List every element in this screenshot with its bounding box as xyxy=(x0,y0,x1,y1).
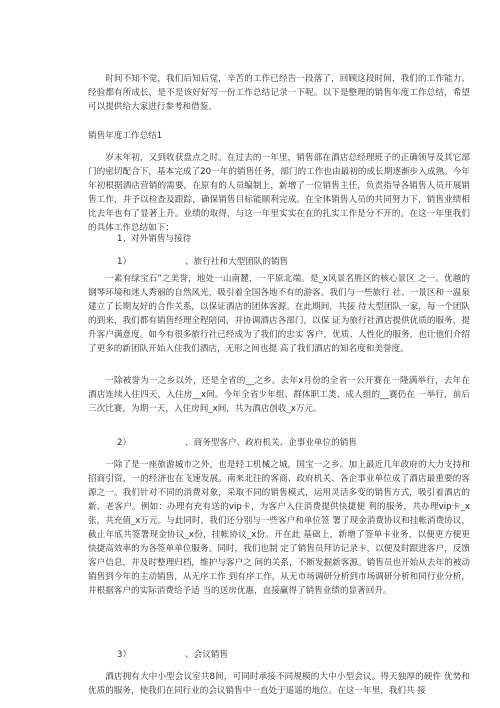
summary-paragraph-5: 酒店拥有大中小型会议室共8间，可同时承接不同规模的大中小型会议。得天独厚的硬件 优势和优质的服务，使我们在同行业的会议销售中一直处于遥遥的地位。在这一年里，我们共 接 xyxy=(88,672,470,696)
summary-paragraph-4: 一除了是一座旅游城市之外，也是轻工机械之城，国宝一之乡。加上最近几年政府的大力支持和招商引资，一的经济也在飞速发展。南来北往的客商、政府机关、各企事业单位成了酒店最重要的客源之一。我们针对不同的消费对象，采取不同的销售模式，运用灵活多变的销售方式，吸引着酒店的新、老客户。例如：办理有充有送的vip卡，为客户入住消费提供快捷便 利的服务，共办理vip卡_x张，共充值_x万元。与此同时，我们还分别与一些客户和单位签 署了现金消费协议和挂帐消费协议，截止年底共签署现金协议_x份，挂帐协议_x份。开在此 基础上，新增了签单卡业务，以便更方便更快捷高效率的为各签单单位服务。同时，我们也制 定了销售员拜访记录卡，以便及时跟进客户，反馈客户信息，并及时整理归档，维护与客户之 间的关系，不断发掘新客源。销售员也开始从去年的被动销售到今年的主动销售，从无序工作 到有序工作，从无市场调研分析到市场调研分析和同行业分析，并根据客户的实际消费给予适 当的送房优惠，直接赢得了销售业绩的显著回升。 xyxy=(88,460,470,596)
summary-paragraph-2: 一素有绿宝石”之美誉，地处一山南麓，一平原北端。是_x风景名胜区的核心景区 之一。优越的钢琴环境和迷人秀丽的自然风光，吸引着全国各地不有的游客。我们与一些旅行 社、一景区和一温泉建立了长期友好的合作关系，以保证酒店的团体客源。在此期间，共接 待大型团队一家，每一个团队的到来，我们都有销售经理全程陪同，并协调酒店各部门，以保 证为旅行社酒店提供优质的服务，提升客户满意度。如今有很多旅行社已经成为了我们的忠实 客户，优质、人性化的服务，也让他们介绍了更多的新团队开始入住我们酒店，无形之间也提 高了我们酒店的知名度和美誉度。 xyxy=(88,274,470,354)
section-heading-1: 1、对外销售与接待 xyxy=(117,234,192,244)
document-title: 销售年度工作总结1 xyxy=(88,131,163,141)
subsection-label-1: 、旅行社和大型团队的销售 xyxy=(185,257,289,267)
subsection-number-1: 1） xyxy=(117,257,132,267)
summary-paragraph-3: 一除被誉为一之乡以外，还是全省的__之乡。去年x月份的全省一公开赛在一隆满举行，去年在酒店连续入住四天，入住房__x间。今年全省少年组、群体职工类、成人组的__赛仍在 一举行，前后三次比赛，为期一天，入住房间_x间，共为酒店创收_x万元。 xyxy=(88,376,470,414)
subsection-number-3: 3） xyxy=(117,650,132,660)
intro-paragraph: 时间不知不觉，我们后知后觉，辛苦的工作已经告一段落了，回顾这段时间，我们的工作能力、经验都有所成长，是不是该好好写一份工作总结记录一下呢。以下是整理的销售年度工作总结，希望可以提供给大家进行参考和借鉴。 xyxy=(88,74,470,112)
subsection-number-2: 2） xyxy=(117,438,132,448)
summary-paragraph-1: 岁末年初，又到收获盘点之时。在过去的一年里，销售部在酒店总经理班子的正确领导及其它部门的密切配合下，基本完成了20一年的销售任务，部门的工作也由最初的成长期逐渐步入成熟。今年年初根据酒店营销的需要，在原有的人员编制上，新增了一位销售主任，负责指导各销售人员开展销售工作，并予以检查及跟踪，确保销售目标能顺利完成。在全体销售人员的共同努力下，销售业绩相比去年也有了显著上升。业绩的取得，与这一年里实实在在的扎实工作是分不开的。在这一年里我们的具体工作总结如下： xyxy=(88,153,470,233)
subsection-label-2: 、商务型客户、政府机关、企事业单位的销售 xyxy=(185,438,357,448)
subsection-label-3: 、会议销售 xyxy=(185,650,228,660)
